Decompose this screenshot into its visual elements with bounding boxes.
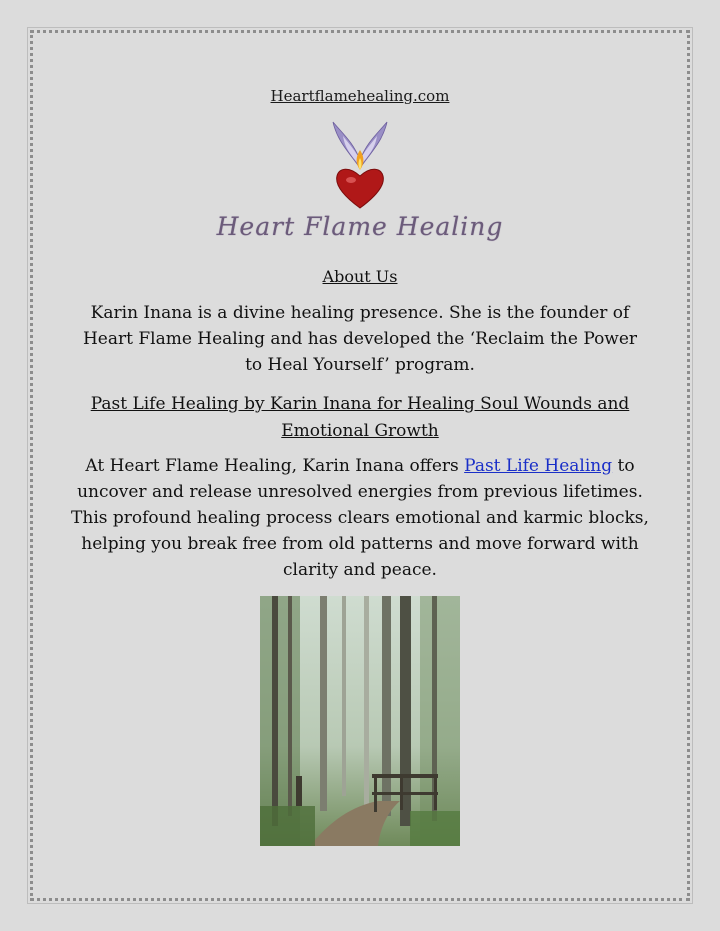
- paragraph-tail-text: to uncover and release unresolved energies from previous lifetimes. This profound healing process clears emotional and karmic blocks, helping you break free from old patterns and move forward with clarity and peace.: [71, 456, 649, 580]
- forest-path-with-bridge-image: [260, 596, 460, 846]
- paragraph-lead-text: At Heart Flame Healing, Karin Inana offers: [85, 456, 465, 476]
- past-life-healing-link[interactable]: Past Life Healing: [464, 456, 613, 476]
- section-heading: Past Life Healing by Karin Inana for Healing Soul Wounds and Emotional Growth: [90, 394, 630, 441]
- about-paragraph: Karin Inana is a divine healing presence. She is the founder of Heart Flame Healing and has developed the ‘Reclaim the Power to Heal Yourself’ program.: [82, 303, 638, 375]
- site-title[interactable]: Heartflamehealing.com: [270, 87, 450, 105]
- section-paragraph: [60, 453, 660, 583]
- brand-logo-text: Heart Flame Healing: [216, 212, 504, 241]
- about-heading: About Us: [322, 267, 398, 286]
- winged-flaming-heart-icon: [325, 120, 395, 215]
